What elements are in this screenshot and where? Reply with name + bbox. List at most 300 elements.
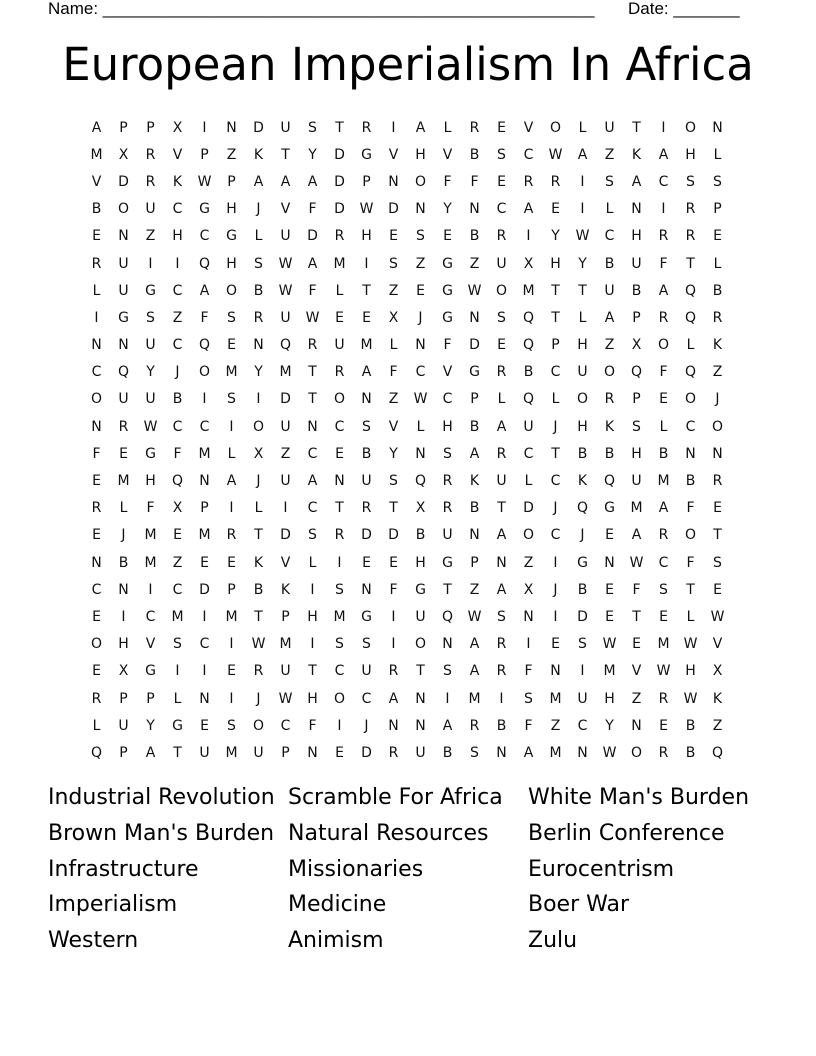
grid-letter: Q	[684, 309, 697, 326]
grid-letter: C	[496, 201, 507, 218]
grid-letter: W	[629, 554, 644, 571]
grid-letter: E	[713, 500, 722, 517]
word-item: Scramble For Africa	[288, 785, 503, 810]
grid-letter: A	[307, 473, 318, 490]
grid-letter: G	[172, 717, 183, 734]
grid-letter: I	[391, 608, 396, 625]
grid-letter: B	[604, 445, 615, 462]
grid-letter: S	[497, 146, 506, 163]
grid-letter: I	[121, 608, 126, 625]
grid-letter: U	[604, 119, 615, 136]
grid-letter: U	[334, 337, 345, 354]
grid-letter: F	[92, 445, 101, 462]
grid-letter: A	[415, 119, 426, 136]
grid-letter: C	[577, 717, 588, 734]
grid-letter: O	[657, 337, 670, 354]
grid-letter: A	[496, 581, 507, 598]
grid-letter: I	[256, 391, 261, 408]
grid-letter: O	[333, 690, 346, 707]
grid-letter: G	[469, 364, 480, 381]
grid-letter: X	[415, 500, 426, 517]
grid-letter: R	[550, 173, 561, 190]
grid-letter: K	[604, 418, 615, 435]
grid-letter: S	[713, 554, 722, 571]
grid-letter: A	[307, 255, 318, 272]
grid-letter: W	[656, 663, 671, 680]
word-row	[48, 887, 768, 923]
grid-letter: N	[631, 717, 642, 734]
grid-letter: A	[361, 364, 372, 381]
grid-letter: W	[575, 228, 590, 245]
grid-letter: A	[469, 445, 480, 462]
word-row	[48, 816, 768, 852]
grid-letter: M	[657, 473, 670, 490]
grid-letter: Y	[254, 364, 263, 381]
grid-letter: N	[226, 119, 237, 136]
grid-letter: V	[442, 364, 453, 381]
grid-letter: B	[469, 418, 480, 435]
grid-row	[83, 631, 731, 658]
grid-letter: R	[658, 527, 669, 544]
grid-letter: M	[549, 744, 562, 761]
grid-letter: R	[469, 717, 480, 734]
grid-letter: Z	[604, 337, 615, 354]
grid-letter: J	[256, 690, 261, 707]
grid-letter: M	[198, 527, 211, 544]
grid-letter: T	[308, 663, 317, 680]
grid-letter: G	[442, 255, 453, 272]
grid-letter: Z	[415, 255, 426, 272]
grid-letter: S	[713, 173, 722, 190]
grid-letter: R	[118, 418, 129, 435]
grid-letter: F	[470, 173, 479, 190]
grid-letter: X	[523, 581, 534, 598]
grid-row	[83, 495, 731, 522]
word-item: Missionaries	[288, 856, 424, 882]
grid-letter: A	[469, 663, 480, 680]
grid-letter: N	[91, 337, 102, 354]
grid-letter: F	[308, 282, 317, 299]
grid-letter: U	[280, 228, 291, 245]
grid-letter: U	[280, 309, 291, 326]
grid-letter: C	[91, 364, 102, 381]
grid-letter: W	[710, 608, 725, 625]
word-row	[48, 852, 768, 888]
grid-letter: D	[577, 608, 588, 625]
grid-letter: G	[361, 608, 372, 625]
grid-letter: U	[604, 282, 615, 299]
grid-letter: G	[361, 146, 372, 163]
grid-row	[83, 603, 731, 630]
grid-letter: R	[496, 364, 507, 381]
grid-letter: N	[388, 173, 399, 190]
name-label: Name: ____________________________________________________	[48, 0, 595, 18]
grid-letter: P	[362, 173, 371, 190]
grid-letter: L	[308, 554, 317, 571]
grid-letter: A	[658, 500, 669, 517]
grid-letter: S	[362, 418, 371, 435]
grid-letter: L	[92, 282, 101, 299]
grid-letter: O	[684, 527, 697, 544]
grid-letter: C	[550, 527, 561, 544]
grid-letter: G	[442, 309, 453, 326]
word-item: Natural Resources	[288, 820, 489, 846]
grid-letter: U	[253, 744, 264, 761]
grid-letter: S	[146, 309, 155, 326]
grid-letter: V	[388, 418, 399, 435]
page-title: European Imperialism In Africa	[62, 38, 754, 91]
grid-letter: V	[631, 663, 642, 680]
grid-letter: T	[686, 581, 695, 598]
grid-letter: Y	[443, 201, 452, 218]
grid-letter: T	[632, 119, 641, 136]
grid-row	[83, 196, 731, 223]
grid-letter: E	[659, 717, 668, 734]
grid-letter: R	[145, 146, 156, 163]
grid-letter: P	[551, 337, 560, 354]
grid-letter: E	[551, 636, 560, 653]
grid-letter: Z	[712, 717, 723, 734]
grid-letter: B	[685, 473, 696, 490]
grid-letter: C	[604, 228, 615, 245]
grid-letter: P	[200, 500, 209, 517]
grid-letter: R	[334, 364, 345, 381]
grid-letter: C	[91, 581, 102, 598]
grid-letter: F	[389, 364, 398, 381]
grid-letter: N	[685, 445, 696, 462]
grid-letter: W	[143, 418, 158, 435]
grid-letter: U	[415, 744, 426, 761]
grid-letter: V	[712, 636, 723, 653]
grid-row	[83, 359, 731, 386]
grid-letter: A	[469, 636, 480, 653]
grid-letter: R	[496, 228, 507, 245]
grid-letter: I	[337, 554, 342, 571]
grid-letter: N	[469, 201, 480, 218]
grid-letter: P	[632, 309, 641, 326]
grid-letter: G	[442, 554, 453, 571]
grid-letter: O	[333, 391, 346, 408]
grid-letter: E	[200, 717, 209, 734]
grid-letter: Q	[198, 255, 211, 272]
word-item: Infrastructure	[48, 856, 199, 882]
grid-letter: P	[227, 581, 236, 598]
grid-letter: N	[469, 309, 480, 326]
grid-letter: W	[305, 309, 320, 326]
grid-letter: D	[388, 201, 399, 218]
grid-letter: N	[415, 337, 426, 354]
word-item: Imperialism	[48, 892, 178, 918]
grid-letter: G	[145, 445, 156, 462]
grid-letter: G	[415, 581, 426, 598]
grid-letter: P	[281, 608, 290, 625]
grid-letter: W	[359, 201, 374, 218]
grid-letter: R	[91, 500, 102, 517]
grid-letter: W	[197, 173, 212, 190]
grid-letter: Z	[631, 690, 642, 707]
grid-letter: Q	[522, 337, 535, 354]
grid-letter: Y	[605, 717, 614, 734]
grid-letter: N	[712, 119, 723, 136]
grid-letter: S	[578, 636, 587, 653]
grid-letter: S	[308, 527, 317, 544]
grid-letter: R	[307, 337, 318, 354]
grid-letter: R	[496, 636, 507, 653]
grid-letter: H	[685, 663, 696, 680]
grid-letter: H	[442, 418, 453, 435]
grid-letter: J	[121, 527, 126, 544]
grid-letter: I	[580, 173, 585, 190]
grid-letter: O	[576, 391, 589, 408]
grid-letter: I	[526, 228, 531, 245]
grid-letter: J	[553, 500, 558, 517]
grid-letter: K	[712, 337, 723, 354]
grid-letter: H	[172, 228, 183, 245]
grid-letter: E	[443, 228, 452, 245]
grid-letter: C	[307, 445, 318, 462]
grid-letter: M	[333, 255, 346, 272]
grid-letter: C	[307, 500, 318, 517]
grid-letter: H	[415, 146, 426, 163]
grid-letter: V	[91, 173, 102, 190]
grid-row	[83, 576, 731, 603]
word-item: Medicine	[288, 892, 387, 918]
grid-letter: I	[175, 663, 180, 680]
grid-letter: O	[684, 391, 697, 408]
grid-letter: A	[631, 173, 642, 190]
grid-letter: E	[551, 201, 560, 218]
grid-letter: C	[523, 445, 534, 462]
grid-letter: E	[713, 581, 722, 598]
grid-row	[83, 549, 731, 576]
grid-letter: K	[172, 173, 183, 190]
grid-letter: R	[442, 500, 453, 517]
grid-letter: S	[632, 418, 641, 435]
grid-letter: Z	[469, 581, 480, 598]
grid-letter: O	[225, 282, 238, 299]
grid-letter: S	[686, 173, 695, 190]
grid-letter: B	[496, 717, 507, 734]
grid-letter: C	[415, 364, 426, 381]
grid-letter: E	[362, 554, 371, 571]
grid-letter: N	[712, 445, 723, 462]
grid-letter: E	[227, 554, 236, 571]
grid-letter: R	[388, 744, 399, 761]
grid-letter: N	[415, 690, 426, 707]
grid-letter: U	[118, 717, 129, 734]
grid-letter: I	[94, 309, 99, 326]
grid-letter: C	[550, 473, 561, 490]
grid-letter: N	[469, 527, 480, 544]
grid-letter: L	[578, 309, 587, 326]
grid-letter: Q	[522, 391, 535, 408]
grid-letter: H	[577, 418, 588, 435]
grid-letter: P	[713, 201, 722, 218]
grid-letter: C	[199, 228, 210, 245]
grid-letter: B	[604, 255, 615, 272]
grid-letter: G	[577, 554, 588, 571]
grid-letter: Z	[388, 282, 399, 299]
grid-letter: S	[227, 309, 236, 326]
grid-letter: A	[145, 744, 156, 761]
grid-letter: O	[198, 364, 211, 381]
grid-letter: L	[119, 500, 128, 517]
grid-letter: T	[281, 146, 290, 163]
grid-letter: Q	[90, 744, 103, 761]
grid-letter: M	[279, 636, 292, 653]
grid-letter: Y	[146, 717, 155, 734]
grid-letter: U	[280, 119, 291, 136]
grid-letter: Z	[172, 554, 183, 571]
grid-letter: W	[602, 744, 617, 761]
grid-letter: V	[523, 119, 534, 136]
grid-letter: H	[307, 690, 318, 707]
grid-letter: X	[712, 663, 723, 680]
grid-letter: L	[497, 391, 506, 408]
grid-letter: S	[389, 473, 398, 490]
grid-letter: D	[280, 527, 291, 544]
grid-letter: X	[118, 146, 129, 163]
grid-letter: V	[280, 554, 291, 571]
grid-letter: G	[145, 282, 156, 299]
grid-letter: R	[442, 473, 453, 490]
grid-letter: U	[442, 527, 453, 544]
grid-letter: N	[415, 717, 426, 734]
grid-letter: R	[712, 473, 723, 490]
grid-row	[83, 413, 731, 440]
grid-letter: D	[334, 173, 345, 190]
grid-letter: G	[226, 228, 237, 245]
grid-letter: W	[278, 255, 293, 272]
grid-letter: R	[145, 173, 156, 190]
grid-letter: S	[659, 581, 668, 598]
grid-letter: R	[523, 173, 534, 190]
grid-letter: V	[145, 636, 156, 653]
grid-letter: J	[418, 309, 423, 326]
grid-letter: D	[469, 337, 480, 354]
grid-letter: H	[415, 554, 426, 571]
header-line	[48, 0, 748, 20]
grid-letter: L	[713, 255, 722, 272]
grid-letter: F	[443, 337, 452, 354]
grid-letter: B	[118, 554, 129, 571]
grid-letter: E	[632, 636, 641, 653]
grid-letter: C	[361, 690, 372, 707]
grid-letter: B	[469, 500, 480, 517]
grid-letter: C	[199, 636, 210, 653]
grid-letter: D	[334, 146, 345, 163]
grid-letter: B	[253, 282, 264, 299]
grid-letter: J	[580, 527, 585, 544]
grid-letter: W	[251, 636, 266, 653]
grid-letter: E	[389, 554, 398, 571]
grid-letter: R	[712, 309, 723, 326]
grid-letter: C	[523, 146, 534, 163]
grid-letter: A	[253, 173, 264, 190]
grid-letter: U	[496, 473, 507, 490]
grid-letter: N	[307, 744, 318, 761]
grid-letter: S	[497, 608, 506, 625]
grid-letter: R	[91, 690, 102, 707]
grid-letter: X	[118, 663, 129, 680]
grid-letter: N	[199, 473, 210, 490]
grid-letter: C	[172, 581, 183, 598]
word-item: Animism	[288, 928, 384, 954]
grid-letter: L	[578, 119, 587, 136]
grid-letter: U	[145, 201, 156, 218]
word-item: Eurocentrism	[528, 856, 675, 882]
grid-letter: O	[252, 418, 265, 435]
grid-letter: S	[524, 690, 533, 707]
grid-letter: U	[280, 418, 291, 435]
grid-letter: E	[92, 228, 101, 245]
grid-letter: I	[445, 690, 450, 707]
grid-letter: Z	[469, 255, 480, 272]
grid-row	[83, 467, 731, 494]
grid-row	[83, 277, 731, 304]
word-item: Western	[48, 928, 139, 954]
grid-letter: E	[713, 228, 722, 245]
grid-letter: L	[713, 146, 722, 163]
grid-letter: Q	[171, 473, 184, 490]
grid-letter: A	[604, 309, 615, 326]
grid-letter: S	[389, 255, 398, 272]
grid-letter: P	[281, 744, 290, 761]
grid-letter: L	[605, 201, 614, 218]
grid-letter: R	[658, 690, 669, 707]
grid-letter: L	[416, 418, 425, 435]
grid-letter: S	[308, 119, 317, 136]
grid-letter: J	[553, 581, 558, 598]
grid-letter: N	[442, 636, 453, 653]
grid-letter: R	[388, 663, 399, 680]
grid-letter: Z	[172, 309, 183, 326]
grid-letter: C	[172, 337, 183, 354]
grid-letter: F	[659, 255, 668, 272]
grid-letter: M	[603, 663, 616, 680]
grid-letter: E	[335, 744, 344, 761]
grid-letter: I	[499, 690, 504, 707]
grid-letter: A	[307, 173, 318, 190]
grid-letter: T	[578, 282, 587, 299]
grid-letter: Z	[523, 554, 534, 571]
grid-letter: M	[117, 473, 130, 490]
grid-letter: M	[549, 690, 562, 707]
grid-letter: U	[631, 255, 642, 272]
grid-letter: N	[91, 554, 102, 571]
grid-letter: U	[496, 255, 507, 272]
grid-letter: V	[172, 146, 183, 163]
grid-letter: Z	[280, 445, 291, 462]
grid-letter: B	[442, 744, 453, 761]
grid-letter: A	[523, 201, 534, 218]
grid-letter: C	[172, 418, 183, 435]
grid-letter: E	[92, 473, 101, 490]
grid-letter: X	[523, 255, 534, 272]
grid-letter: H	[604, 690, 615, 707]
grid-letter: I	[202, 663, 207, 680]
grid-letter: R	[469, 119, 480, 136]
grid-row	[83, 304, 731, 331]
grid-letter: O	[684, 119, 697, 136]
grid-letter: E	[92, 608, 101, 625]
grid-letter: W	[467, 282, 482, 299]
grid-letter: D	[280, 391, 291, 408]
grid-letter: M	[90, 146, 103, 163]
grid-letter: W	[683, 636, 698, 653]
grid-letter: S	[254, 255, 263, 272]
grid-letter: L	[254, 228, 263, 245]
